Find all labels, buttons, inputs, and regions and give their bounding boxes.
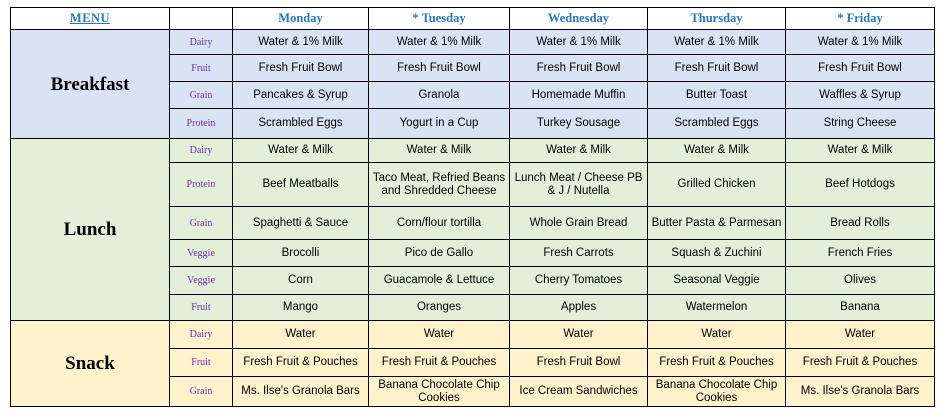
- menu-cell: Ms. Ilse's Granola Bars: [233, 377, 369, 407]
- header-blank: [170, 8, 233, 30]
- menu-cell: Lunch Meat / Cheese PB & J / Nutella: [510, 163, 648, 207]
- menu-cell: Homemade Muffin: [510, 82, 648, 109]
- day-header-thursday: Thursday: [648, 8, 786, 30]
- menu-cell: Water: [233, 321, 369, 349]
- menu-cell: Water & Milk: [786, 139, 935, 163]
- menu-cell: Fresh Carrots: [510, 240, 648, 267]
- menu-cell: Pancakes & Syrup: [233, 82, 369, 109]
- menu-cell: Fresh Fruit Bowl: [510, 55, 648, 82]
- category-label: Grain: [170, 207, 233, 240]
- menu-cell: Fresh Fruit Bowl: [786, 55, 935, 82]
- menu-cell: Mango: [233, 295, 369, 321]
- menu-cell: String Cheese: [786, 109, 935, 139]
- meal-label-snack: Snack: [11, 321, 170, 407]
- menu-cell: Corn/flour tortilla: [369, 207, 510, 240]
- menu-cell: Oranges: [369, 295, 510, 321]
- menu-cell: Waffles & Syrup: [786, 82, 935, 109]
- menu-cell: Ice Cream Sandwiches: [510, 377, 648, 407]
- menu-cell: Water & Milk: [648, 139, 786, 163]
- menu-cell: Fresh Fruit & Pouches: [369, 349, 510, 377]
- day-header-friday: * Friday: [786, 8, 935, 30]
- menu-cell: Water & 1% Milk: [648, 30, 786, 55]
- meal-label-lunch: Lunch: [11, 139, 170, 321]
- day-header-wednesday: Wednesday: [510, 8, 648, 30]
- menu-cell: Water & 1% Milk: [233, 30, 369, 55]
- meal-label-breakfast: Breakfast: [11, 30, 170, 139]
- table-row: [11, 139, 935, 163]
- category-label: Grain: [170, 82, 233, 109]
- menu-cell: Water: [648, 321, 786, 349]
- menu-cell: Pico de Gallo: [369, 240, 510, 267]
- category-label: Dairy: [170, 30, 233, 55]
- category-label: Veggie: [170, 267, 233, 295]
- table-row: [11, 30, 935, 55]
- menu-cell: Beef Meatballs: [233, 163, 369, 207]
- menu-cell: Banana Chocolate Chip Cookies: [648, 377, 786, 407]
- menu-cell: Butter Pasta & Parmesan: [648, 207, 786, 240]
- menu-cell: Water & 1% Milk: [786, 30, 935, 55]
- menu-cell: Water & 1% Milk: [369, 30, 510, 55]
- category-label: Grain: [170, 377, 233, 407]
- menu-cell: Spaghetti & Sauce: [233, 207, 369, 240]
- menu-cell: Water: [510, 321, 648, 349]
- menu-cell: Olives: [786, 267, 935, 295]
- category-label: Fruit: [170, 349, 233, 377]
- menu-title: MENU: [11, 8, 170, 30]
- category-label: Dairy: [170, 139, 233, 163]
- menu-cell: Squash & Zuchini: [648, 240, 786, 267]
- menu-cell: Butter Toast: [648, 82, 786, 109]
- menu-cell: Taco Meat, Refried Beans and Shredded Cheese: [369, 163, 510, 207]
- menu-cell: Watermelon: [648, 295, 786, 321]
- menu-cell: Water: [369, 321, 510, 349]
- menu-cell: Fresh Fruit Bowl: [510, 349, 648, 377]
- menu-cell: French Fries: [786, 240, 935, 267]
- menu-cell: Banana Chocolate Chip Cookies: [369, 377, 510, 407]
- menu-cell: Fresh Fruit & Pouches: [648, 349, 786, 377]
- menu-cell: Corn: [233, 267, 369, 295]
- day-header-tuesday: * Tuesday: [369, 8, 510, 30]
- menu-cell: Ms. Ilse's Granola Bars: [786, 377, 935, 407]
- menu-cell: Fresh Fruit & Pouches: [786, 349, 935, 377]
- menu-cell: Beef Hotdogs: [786, 163, 935, 207]
- menu-cell: Water & 1% Milk: [510, 30, 648, 55]
- header-row: [11, 8, 935, 30]
- menu-cell: Water & Milk: [510, 139, 648, 163]
- menu-cell: Turkey Sousage: [510, 109, 648, 139]
- menu-cell: Yogurt in a Cup: [369, 109, 510, 139]
- menu-cell: Water & Milk: [233, 139, 369, 163]
- menu-cell: Water & Milk: [369, 139, 510, 163]
- menu-cell: Banana: [786, 295, 935, 321]
- menu-cell: Fresh Fruit & Pouches: [233, 349, 369, 377]
- menu-table: [10, 7, 935, 407]
- category-label: Protein: [170, 109, 233, 139]
- menu-cell: Fresh Fruit Bowl: [369, 55, 510, 82]
- menu-cell: Fresh Fruit Bowl: [233, 55, 369, 82]
- menu-cell: Grilled Chicken: [648, 163, 786, 207]
- day-header-monday: Monday: [233, 8, 369, 30]
- category-label: Veggie: [170, 240, 233, 267]
- category-label: Fruit: [170, 295, 233, 321]
- table-row: [11, 321, 935, 349]
- menu-cell: Scrambled Eggs: [233, 109, 369, 139]
- category-label: Fruit: [170, 55, 233, 82]
- menu-cell: Granola: [369, 82, 510, 109]
- menu-cell: Fresh Fruit Bowl: [648, 55, 786, 82]
- menu-cell: Bread Rolls: [786, 207, 935, 240]
- menu-cell: Water: [786, 321, 935, 349]
- menu-cell: Seasonal Veggie: [648, 267, 786, 295]
- category-label: Dairy: [170, 321, 233, 349]
- menu-cell: Cherry Tomatoes: [510, 267, 648, 295]
- menu-cell: Whole Grain Bread: [510, 207, 648, 240]
- category-label: Protein: [170, 163, 233, 207]
- menu-cell: Apples: [510, 295, 648, 321]
- menu-cell: Scrambled Eggs: [648, 109, 786, 139]
- menu-cell: Brocolli: [233, 240, 369, 267]
- menu-cell: Guacamole & Lettuce: [369, 267, 510, 295]
